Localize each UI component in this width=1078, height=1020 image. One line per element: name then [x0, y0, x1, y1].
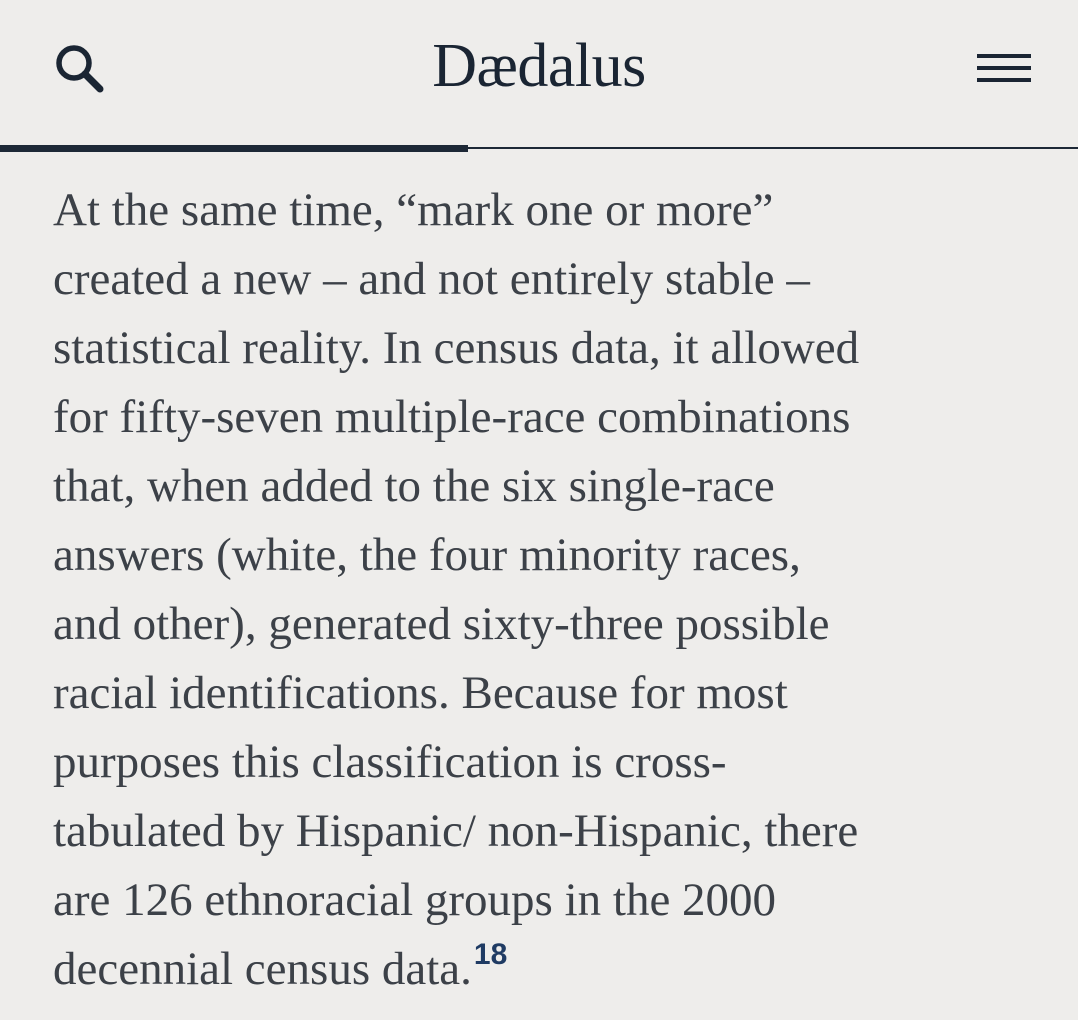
paragraph-line: are 126 ethnoracial groups in the 2000 [53, 874, 777, 926]
paragraph-line: and other), generated sixty-three possible [53, 598, 830, 650]
menu-button[interactable] [974, 48, 1034, 88]
paragraph-line: statistical reality. In census data, it allowed [53, 322, 860, 374]
paragraph-line: At the same time, “mark one or more” [53, 184, 774, 236]
site-logo[interactable]: Dædalus [432, 32, 646, 100]
paragraph-line: answers (white, the four minority races, [53, 529, 801, 581]
hamburger-menu-icon [974, 48, 1034, 88]
paragraph-line-text: decennial census data. [53, 943, 472, 995]
reading-progress-bar [0, 145, 468, 152]
footnote-reference[interactable]: 18 [473, 938, 508, 971]
paragraph-line: purposes this classification is cross- [53, 736, 727, 788]
paragraph-last-line [53, 935, 1053, 1004]
article-paragraph [53, 176, 1053, 1004]
site-header [0, 0, 1078, 152]
paragraph-line: racial identifications. Because for most [53, 667, 788, 719]
paragraph-line: for fifty-seven multiple-race combinations [53, 391, 851, 443]
paragraph-line: tabulated by Hispanic/ non-Hispanic, there [53, 805, 859, 857]
paragraph-line: that, when added to the six single-race [53, 460, 775, 512]
paragraph-line: created a new – and not entirely stable – [53, 253, 810, 305]
